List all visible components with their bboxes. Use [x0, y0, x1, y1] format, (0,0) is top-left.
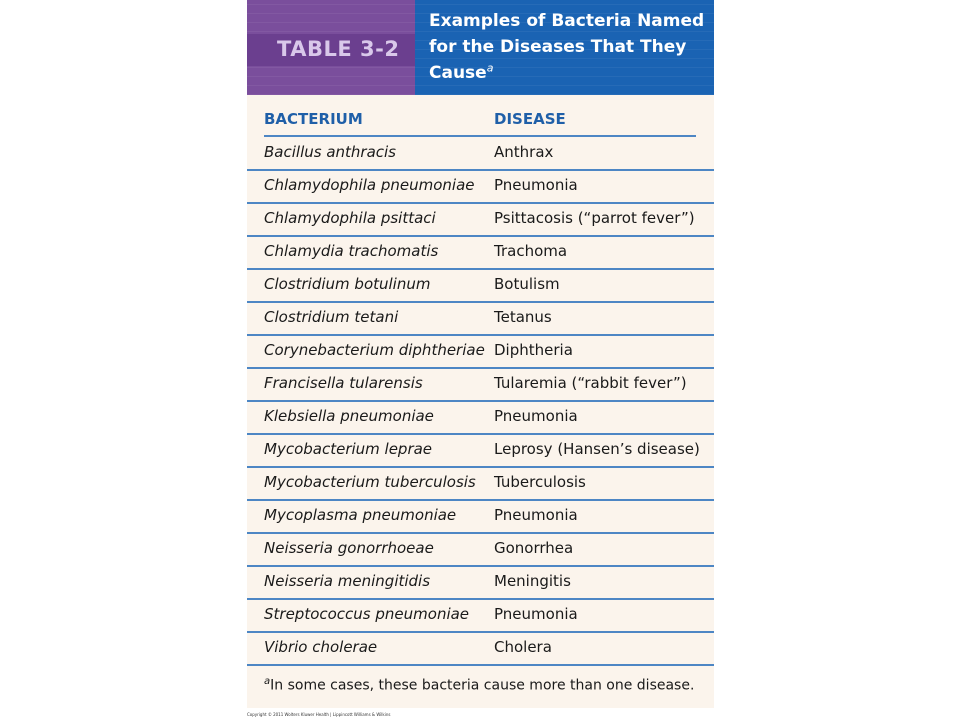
table-label: TABLE 3-2: [277, 37, 400, 61]
table-title-panel: [415, 0, 714, 95]
table-header: [247, 0, 714, 95]
bacterium-cell: Clostridium botulinum: [264, 275, 431, 293]
disease-cell: Trachoma: [494, 242, 568, 260]
table-row: [247, 468, 714, 501]
table-row: [247, 402, 714, 435]
table-row: [247, 369, 714, 402]
disease-cell: Meningitis: [494, 572, 571, 590]
disease-cell: Botulism: [494, 275, 560, 293]
column-header-disease: DISEASE: [494, 110, 566, 128]
header-rule: [264, 135, 696, 137]
disease-cell: Tuberculosis: [494, 473, 586, 491]
table-row: [247, 567, 714, 600]
bacterium-cell: Mycobacterium tuberculosis: [264, 473, 476, 491]
bacterium-cell: Chlamydia trachomatis: [264, 242, 439, 260]
table-label-panel: [247, 0, 415, 95]
table-row: [247, 336, 714, 369]
disease-cell: Tularemia (“rabbit fever”): [494, 374, 687, 392]
disease-cell: Pneumonia: [494, 176, 578, 194]
table-row: [247, 303, 714, 336]
table-row: [247, 600, 714, 633]
disease-cell: Tetanus: [494, 308, 552, 326]
bacterium-cell: Neisseria gonorrhoeae: [264, 539, 434, 557]
bacterium-cell: Chlamydophila pneumoniae: [264, 176, 475, 194]
table-row: [247, 270, 714, 303]
disease-cell: Pneumonia: [494, 605, 578, 623]
footnote-mark: a: [264, 676, 271, 687]
disease-cell: Psittacosis (“parrot fever”): [494, 209, 695, 227]
title-footnote-mark: a: [486, 61, 494, 75]
disease-cell: Cholera: [494, 638, 552, 656]
bacterium-cell: Streptococcus pneumoniae: [264, 605, 470, 623]
table-card: [247, 0, 714, 708]
disease-cell: Leprosy (Hansen’s disease): [494, 440, 700, 458]
disease-cell: Pneumonia: [494, 407, 578, 425]
table-body: [247, 138, 714, 666]
bacterium-cell: Vibrio cholerae: [264, 638, 378, 656]
disease-cell: Diphtheria: [494, 341, 573, 359]
bacterium-cell: Klebsiella pneumoniae: [264, 407, 434, 425]
bacterium-cell: Francisella tularensis: [264, 374, 423, 392]
table-title-text: Examples of Bacteria Named for the Diseases That They Cause: [429, 11, 705, 83]
table-row: [247, 138, 714, 171]
copyright-line: Copyright © 2011 Wolters Kluwer Health | Lippincott Williams & Wilkins: [247, 712, 391, 717]
bacterium-cell: Bacillus anthracis: [264, 143, 396, 161]
column-header-bacterium: BACTERIUM: [264, 110, 363, 128]
table-row: [247, 204, 714, 237]
table-row: [247, 501, 714, 534]
bacterium-cell: Clostridium tetani: [264, 308, 399, 326]
bacterium-cell: Neisseria meningitidis: [264, 572, 431, 590]
bacterium-cell: Mycobacterium leprae: [264, 440, 433, 458]
table-title: [429, 8, 709, 86]
disease-cell: Anthrax: [494, 143, 554, 161]
table-row: [247, 237, 714, 270]
footnote: [264, 676, 694, 694]
footnote-text: In some cases, these bacteria cause more than one disease.: [270, 677, 695, 694]
bacterium-cell: Corynebacterium diphtheriae: [264, 341, 485, 359]
bacterium-cell: Mycoplasma pneumoniae: [264, 506, 457, 524]
table-row: [247, 435, 714, 468]
disease-cell: Pneumonia: [494, 506, 578, 524]
table-row: [247, 171, 714, 204]
bacterium-cell: Chlamydophila psittaci: [264, 209, 436, 227]
table-row: [247, 633, 714, 666]
table-row: [247, 534, 714, 567]
disease-cell: Gonorrhea: [494, 539, 574, 557]
